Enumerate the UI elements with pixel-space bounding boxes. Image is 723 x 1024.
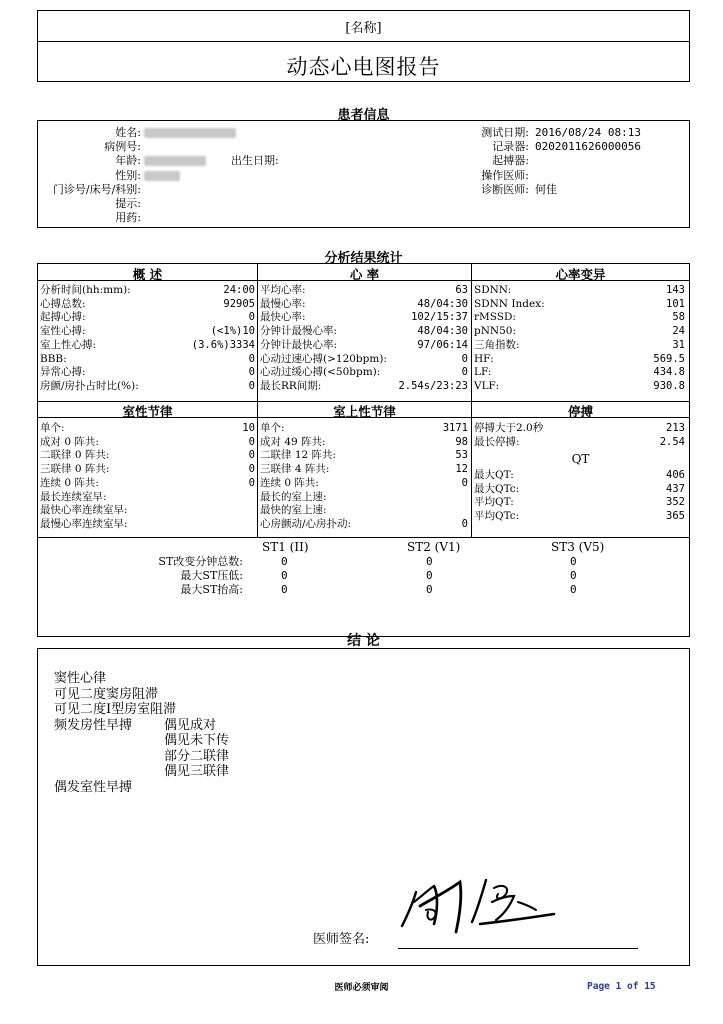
stat-label: 最大QT: bbox=[474, 469, 514, 481]
conclusion-subline: 偶见三联律 bbox=[164, 764, 230, 779]
stat-row bbox=[474, 353, 685, 367]
qt-title: QT bbox=[571, 452, 590, 466]
birth-date-label: 出生日期: bbox=[231, 154, 279, 167]
stat-label: 单个: bbox=[40, 422, 65, 434]
patient-field-value: 2016/08/24 08:13 bbox=[535, 126, 641, 139]
patient-field-label: 年龄: bbox=[115, 154, 141, 168]
stat-row bbox=[40, 380, 255, 394]
stat-value: 98 bbox=[455, 435, 468, 448]
stat-value: 63 bbox=[455, 284, 468, 296]
stat-value: 101 bbox=[666, 297, 685, 310]
stat-label: 心搏总数: bbox=[40, 297, 86, 310]
patient-field-label: 提示: bbox=[115, 197, 141, 210]
stat-value: 0 bbox=[248, 463, 255, 476]
stat-label: 室性心搏: bbox=[40, 325, 86, 338]
stat-row bbox=[260, 436, 468, 450]
patient-field-label: 测试日期: bbox=[481, 126, 529, 139]
overview-title: 概 述 bbox=[132, 267, 163, 282]
stat-label: 成对 0 阵共: bbox=[40, 435, 99, 448]
stat-label: HF: bbox=[474, 352, 494, 365]
st-value: 0 bbox=[570, 583, 577, 596]
doctor-signature bbox=[398, 874, 568, 936]
conclusion-subline: 部分二联律 bbox=[164, 748, 230, 764]
stat-label: 平均心率: bbox=[260, 284, 306, 296]
stat-value: 0 bbox=[248, 366, 255, 379]
st-value: 0 bbox=[570, 555, 577, 568]
st-row-label: 最大ST抬高: bbox=[180, 583, 243, 596]
stat-label: 三联律 4 阵共: bbox=[260, 463, 330, 476]
st-value: 0 bbox=[426, 555, 433, 568]
stat-label: 三联律 0 阵共: bbox=[40, 463, 110, 476]
stat-label: 最长连续室早: bbox=[40, 490, 107, 503]
stat-value: 0 bbox=[248, 352, 255, 365]
stat-value: 569.5 bbox=[653, 352, 685, 365]
analysis-section-title: 分析结果统计 bbox=[324, 251, 403, 266]
stat-label: 成对 49 阵共: bbox=[260, 435, 326, 448]
stat-row bbox=[474, 436, 685, 450]
patient-section-title: 患者信息 bbox=[337, 108, 390, 123]
stat-row bbox=[40, 491, 255, 505]
conclusion-section-title: 结 论 bbox=[347, 633, 380, 649]
stat-value: 0 bbox=[248, 435, 255, 448]
stat-label: 房颤/房扑占时比(%): bbox=[40, 379, 139, 392]
heart-rate-title: 心 率 bbox=[349, 267, 380, 282]
stat-value: 24:00 bbox=[223, 284, 255, 296]
stat-label: 连续 0 阵共: bbox=[260, 476, 319, 489]
stat-label: 三角指数: bbox=[474, 338, 520, 351]
patient-field-label: 病例号: bbox=[104, 140, 141, 154]
stat-value: 48/04:30 bbox=[417, 297, 468, 310]
stat-value: 365 bbox=[666, 510, 685, 523]
stat-value: (3.6%)3334 bbox=[191, 338, 255, 351]
stat-row bbox=[260, 325, 468, 339]
st-row-label: 最大ST压低: bbox=[180, 569, 243, 582]
stat-row bbox=[474, 510, 685, 524]
stat-value: 31 bbox=[672, 338, 685, 351]
stat-row bbox=[40, 422, 255, 436]
stat-row bbox=[40, 504, 255, 518]
stat-label: 心房颤动/心房扑动: bbox=[260, 517, 352, 530]
stat-row bbox=[40, 284, 255, 298]
stat-value: 3171 bbox=[442, 422, 468, 434]
stat-label: 最大QTc: bbox=[474, 482, 520, 495]
stat-label: 停搏大于2.0秒 bbox=[474, 422, 544, 434]
st-header: ST2 (V1) bbox=[407, 540, 461, 554]
stat-label: 最快心率连续室早: bbox=[40, 504, 128, 517]
stat-value: 0 bbox=[248, 449, 255, 462]
stat-row bbox=[40, 366, 255, 380]
stat-row bbox=[260, 504, 468, 518]
stat-value: 48/04:30 bbox=[417, 325, 468, 338]
stat-label: rMSSD: bbox=[474, 311, 516, 324]
conclusion-line: 频发房性早搏 bbox=[54, 717, 133, 733]
pause-title: 停搏 bbox=[567, 404, 593, 419]
stat-row bbox=[474, 422, 685, 436]
stat-label: 二联律 0 阵共: bbox=[40, 449, 110, 462]
patient-field-label: 姓名: bbox=[115, 126, 141, 139]
stat-row bbox=[474, 298, 685, 312]
stat-value: 92905 bbox=[223, 297, 255, 310]
stat-row bbox=[260, 380, 468, 394]
st-row-label: ST改变分钟总数: bbox=[158, 555, 243, 568]
redacted-value bbox=[144, 156, 206, 166]
st-value: 0 bbox=[426, 583, 433, 596]
stat-value: 53 bbox=[455, 449, 468, 462]
stat-label: 最长的室上速: bbox=[260, 490, 327, 503]
stat-label: VLF: bbox=[474, 379, 500, 392]
stat-label: 二联律 12 阵共: bbox=[260, 449, 337, 462]
st-value: 0 bbox=[281, 555, 288, 568]
conclusion-line: 可见二度I型房室阻滞 bbox=[54, 702, 177, 717]
stat-value: 434.8 bbox=[653, 366, 685, 379]
stat-row bbox=[260, 422, 468, 436]
st-header: ST3 (V5) bbox=[551, 540, 605, 554]
stat-row bbox=[40, 449, 255, 463]
stat-value: 12 bbox=[455, 463, 468, 476]
signature-line bbox=[398, 948, 638, 949]
patient-field-label: 操作医师: bbox=[481, 168, 529, 182]
stat-label: 分析时间(hh:mm): bbox=[40, 284, 131, 296]
st-value: 0 bbox=[281, 583, 288, 596]
stat-label: 平均QTc: bbox=[474, 510, 520, 523]
patient-field-value: 何佳 bbox=[535, 182, 557, 196]
st-header: ST1 (II) bbox=[262, 540, 309, 554]
patient-field-label: 起搏器: bbox=[492, 154, 529, 168]
stat-row bbox=[40, 325, 255, 339]
stat-value: 0 bbox=[461, 517, 468, 530]
stat-label: 异常心搏: bbox=[40, 366, 86, 379]
stat-label: pNN50: bbox=[474, 325, 516, 338]
stat-row bbox=[260, 477, 468, 491]
conclusion-line: 可见二度窦房阻滞 bbox=[54, 686, 159, 702]
patient-field-label: 记录器: bbox=[492, 140, 529, 154]
stat-label: 最慢心率连续室早: bbox=[40, 517, 128, 530]
stat-row bbox=[40, 298, 255, 312]
stat-value: 2.54 bbox=[659, 435, 685, 448]
stat-value: 437 bbox=[666, 482, 685, 495]
stat-label: 室上性心搏: bbox=[40, 338, 97, 351]
st-value: 0 bbox=[281, 569, 288, 582]
patient-field-label: 用药: bbox=[115, 211, 141, 225]
patient-field-label: 门诊号/床号/科别: bbox=[52, 182, 141, 196]
conclusion-subline: 偶见成对 bbox=[164, 717, 217, 733]
stat-value: 24 bbox=[672, 325, 685, 338]
footer-note: 医师必须审阅 bbox=[334, 983, 389, 993]
stat-row bbox=[40, 518, 255, 532]
stat-value: 97/06:14 bbox=[417, 338, 468, 351]
stat-value: (<1%)10 bbox=[210, 325, 255, 338]
patient-field-value: 0202011626000056 bbox=[535, 140, 641, 154]
stat-row bbox=[474, 380, 685, 394]
stat-label: 心动过速心搏(>120bpm): bbox=[260, 352, 387, 365]
stat-label: BBB: bbox=[40, 352, 67, 365]
stat-value: 406 bbox=[666, 469, 685, 481]
supraventricular-title: 室上性节律 bbox=[333, 404, 396, 419]
stat-value: 930.8 bbox=[653, 379, 685, 392]
stat-value: 0 bbox=[248, 379, 255, 392]
stat-value: 0 bbox=[461, 366, 468, 379]
stat-row bbox=[474, 483, 685, 497]
stat-label: 起搏心搏: bbox=[40, 311, 86, 324]
stat-row bbox=[474, 469, 685, 483]
stat-row bbox=[260, 353, 468, 367]
report-header bbox=[37, 10, 690, 82]
stat-row bbox=[260, 518, 468, 532]
stat-label: 单个: bbox=[260, 422, 285, 434]
stat-value: 0 bbox=[248, 476, 255, 489]
stat-row bbox=[474, 366, 685, 380]
stat-row bbox=[260, 491, 468, 505]
stat-label: SDNN: bbox=[474, 284, 512, 296]
conclusion-box bbox=[37, 648, 690, 966]
stat-row bbox=[260, 339, 468, 353]
stat-row bbox=[260, 284, 468, 298]
report-name-tag: [名称] bbox=[345, 21, 382, 36]
stat-row bbox=[40, 311, 255, 325]
stat-label: 心动过缓心搏(<50bpm): bbox=[260, 366, 381, 379]
report-title: 动态心电图报告 bbox=[286, 55, 441, 79]
conclusion-line: 窦性心律 bbox=[54, 671, 107, 686]
stat-value: 0 bbox=[248, 311, 255, 324]
stat-row bbox=[474, 496, 685, 510]
st-value: 0 bbox=[570, 569, 577, 582]
st-value: 0 bbox=[426, 569, 433, 582]
stat-row bbox=[40, 477, 255, 491]
redacted-value bbox=[144, 171, 180, 181]
stat-label: 连续 0 阵共: bbox=[40, 476, 99, 489]
stat-row bbox=[260, 311, 468, 325]
stat-row bbox=[474, 311, 685, 325]
stat-label: 分钟计最快心率: bbox=[260, 338, 338, 351]
stat-label: 平均QT: bbox=[474, 496, 514, 509]
stat-label: 最长RR间期: bbox=[260, 379, 322, 392]
conclusion-line: 偶发室性早搏 bbox=[54, 779, 133, 795]
stat-value: 213 bbox=[666, 422, 685, 434]
stat-label: 最快的室上速: bbox=[260, 504, 327, 517]
stat-row bbox=[474, 325, 685, 339]
stat-value: 10 bbox=[242, 422, 255, 434]
stat-row bbox=[40, 353, 255, 367]
stat-label: 分钟计最慢心率: bbox=[260, 325, 338, 338]
hrv-title: 心率变异 bbox=[555, 267, 606, 282]
stat-row bbox=[260, 298, 468, 312]
patient-info-box bbox=[37, 120, 690, 228]
stat-row bbox=[40, 463, 255, 477]
stat-row bbox=[260, 463, 468, 477]
patient-field-label: 性别: bbox=[115, 168, 141, 182]
stat-value: 0 bbox=[461, 352, 468, 365]
stat-value: 2.54s/23:23 bbox=[398, 379, 468, 392]
ventricular-title: 室性节律 bbox=[122, 404, 173, 419]
stat-row bbox=[474, 284, 685, 298]
stat-label: 最慢心率: bbox=[260, 297, 306, 310]
stat-value: 352 bbox=[666, 496, 685, 509]
stat-value: 58 bbox=[672, 311, 685, 324]
conclusion-subline: 偶见未下传 bbox=[164, 733, 230, 748]
analysis-box bbox=[37, 263, 690, 637]
stat-row bbox=[40, 339, 255, 353]
stat-value: 102/15:37 bbox=[411, 311, 468, 324]
patient-field-label: 诊断医师: bbox=[481, 182, 529, 196]
stat-value: 143 bbox=[666, 284, 685, 296]
stat-label: 最快心率: bbox=[260, 311, 306, 324]
stat-row bbox=[474, 339, 685, 353]
stat-label: SDNN Index: bbox=[474, 297, 545, 310]
stat-row bbox=[260, 449, 468, 463]
stat-row bbox=[40, 436, 255, 450]
stat-label: LF: bbox=[474, 366, 492, 379]
signature-label: 医师签名: bbox=[313, 932, 370, 947]
stat-row bbox=[260, 366, 468, 380]
page-number: Page 1 of 15 bbox=[587, 981, 656, 992]
stat-value: 0 bbox=[461, 476, 468, 489]
redacted-value bbox=[144, 128, 236, 138]
stat-label: 最长停搏: bbox=[474, 435, 520, 448]
